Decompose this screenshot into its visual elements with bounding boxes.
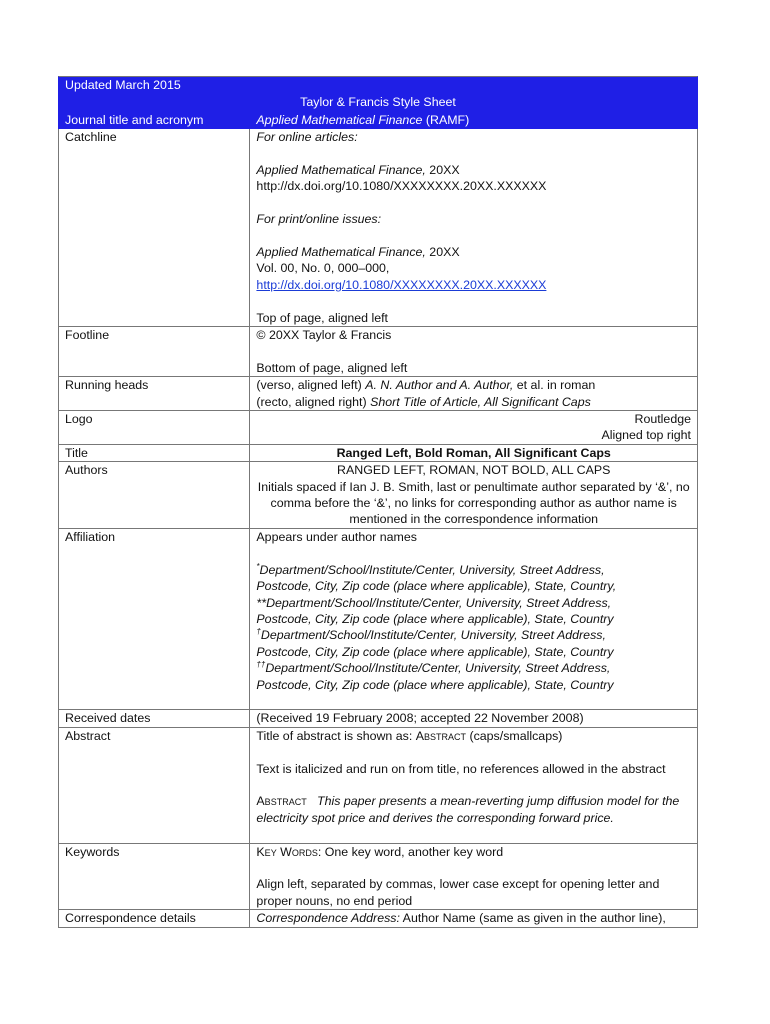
abstract-row xyxy=(58,728,698,844)
journal-label: Journal title and acronym xyxy=(59,112,250,128)
style-sheet-table xyxy=(58,76,698,928)
title-label: Title xyxy=(59,445,250,461)
catchline-print-heading: For print/online issues: xyxy=(256,212,382,227)
catchline-row xyxy=(58,129,698,327)
correspondence-label: Correspondence details xyxy=(59,910,250,926)
running-head-verso: (verso, aligned left) A. N. Author and A. Author, et al. in roman xyxy=(256,378,596,393)
footline-position: Bottom of page, aligned left xyxy=(256,360,408,375)
catchline-value xyxy=(250,129,697,326)
title-value: Ranged Left, Bold Roman, All Significant Caps xyxy=(336,445,611,460)
keywords-value xyxy=(250,844,697,910)
running-head-recto: (recto, aligned right) Short Title of Article, All Significant Caps xyxy=(256,394,591,409)
keywords-label: Keywords xyxy=(59,844,250,910)
received-row xyxy=(58,710,698,727)
abstract-label: Abstract xyxy=(59,728,250,843)
abstract-value xyxy=(250,728,697,843)
logo-name: Routledge xyxy=(634,412,691,427)
abstract-intro: Title of abstract is shown as: Abstract (caps/smallcaps) xyxy=(256,728,563,743)
received-label: Received dates xyxy=(59,710,250,726)
updated-label: Updated March 2015 xyxy=(65,78,181,92)
catchline-online-citation: Applied Mathematical Finance, 20XX xyxy=(256,163,460,178)
abstract-note: Text is italicized and run on from title, no references allowed in the abstract xyxy=(256,761,666,776)
affiliation-value xyxy=(250,529,697,709)
affiliation-3-line2: Postcode, City, Zip code (place where applicable), State, Country xyxy=(256,644,614,659)
journal-name: Applied Mathematical Finance xyxy=(256,112,423,127)
authors-row xyxy=(58,462,698,529)
authors-rules: Initials spaced if Ian J. B. Smith, last or penultimate author separated by ‘&’, no comma before the ‘&’, no links for corresponding author as author name is mentioned in the correspondence information xyxy=(257,479,690,527)
authors-value xyxy=(250,462,697,528)
footline-row xyxy=(58,327,698,377)
affiliation-row xyxy=(58,529,698,710)
catchline-print-doi-link[interactable]: http://dx.doi.org/10.1080/XXXXXXXX.20XX.XXXXXX xyxy=(256,277,547,292)
affiliation-3: †Department/School/Institute/Center, University, Street Address, xyxy=(256,627,606,643)
header-title-row xyxy=(58,94,698,111)
journal-row xyxy=(58,112,698,129)
catchline-label: Catchline xyxy=(59,129,250,326)
catchline-online-heading: For online articles: xyxy=(256,130,358,145)
footline-value xyxy=(250,327,697,376)
authors-style: RANGED LEFT, ROMAN, NOT BOLD, ALL CAPS xyxy=(337,463,611,478)
affiliation-label: Affiliation xyxy=(59,529,250,709)
header-updated-row xyxy=(58,76,698,94)
journal-value xyxy=(250,112,697,128)
keywords-row xyxy=(58,844,698,911)
running-heads-label: Running heads xyxy=(59,377,250,410)
affiliation-1-line2: Postcode, City, Zip code (place where applicable), State, Country, xyxy=(256,579,617,594)
affiliation-intro: Appears under author names xyxy=(256,529,417,544)
correspondence-value: Correspondence Address: Author Name (same as given in the author line), xyxy=(256,911,666,926)
abstract-example: Abstract This paper presents a mean-reverting jump diffusion model for the electricity spot price and derives the corresponding forward price. xyxy=(256,794,680,825)
catchline-position: Top of page, aligned left xyxy=(256,310,388,325)
logo-label: Logo xyxy=(59,411,250,444)
logo-position: Aligned top right xyxy=(601,428,691,443)
affiliation-4-line2: Postcode, City, Zip code (place where applicable), State, Country xyxy=(256,677,614,692)
logo-row xyxy=(58,411,698,445)
logo-value xyxy=(250,411,697,444)
journal-acronym: (RAMF) xyxy=(425,112,470,127)
catchline-print-citation: Applied Mathematical Finance, 20XX xyxy=(256,245,460,260)
sheet-title: Taylor & Francis Style Sheet xyxy=(300,95,456,110)
footline-text: © 20XX Taylor & Francis xyxy=(256,328,392,343)
catchline-print-volume: Vol. 00, No. 0, 000–000, xyxy=(256,261,390,276)
affiliation-4: ††Department/School/Institute/Center, University, Street Address, xyxy=(256,660,611,676)
affiliation-2-line2: Postcode, City, Zip code (place where applicable), State, Country xyxy=(256,611,614,626)
affiliation-2: **Department/School/Institute/Center, University, Street Address, xyxy=(256,595,612,610)
correspondence-row xyxy=(58,910,698,927)
affiliation-1: *Department/School/Institute/Center, University, Street Address, xyxy=(256,561,605,577)
running-heads-row xyxy=(58,377,698,411)
catchline-online-doi: http://dx.doi.org/10.1080/XXXXXXXX.20XX.XXXXXX xyxy=(256,179,547,194)
footline-label: Footline xyxy=(59,327,250,376)
received-value: (Received 19 February 2008; accepted 22 November 2008) xyxy=(256,711,584,726)
keywords-example: Key Words: One key word, another key word xyxy=(256,844,504,859)
title-row xyxy=(58,445,698,462)
running-heads-value xyxy=(250,377,697,410)
keywords-note: Align left, separated by commas, lower case except for opening letter and proper nouns, no end period xyxy=(256,877,660,908)
authors-label: Authors xyxy=(59,462,250,528)
